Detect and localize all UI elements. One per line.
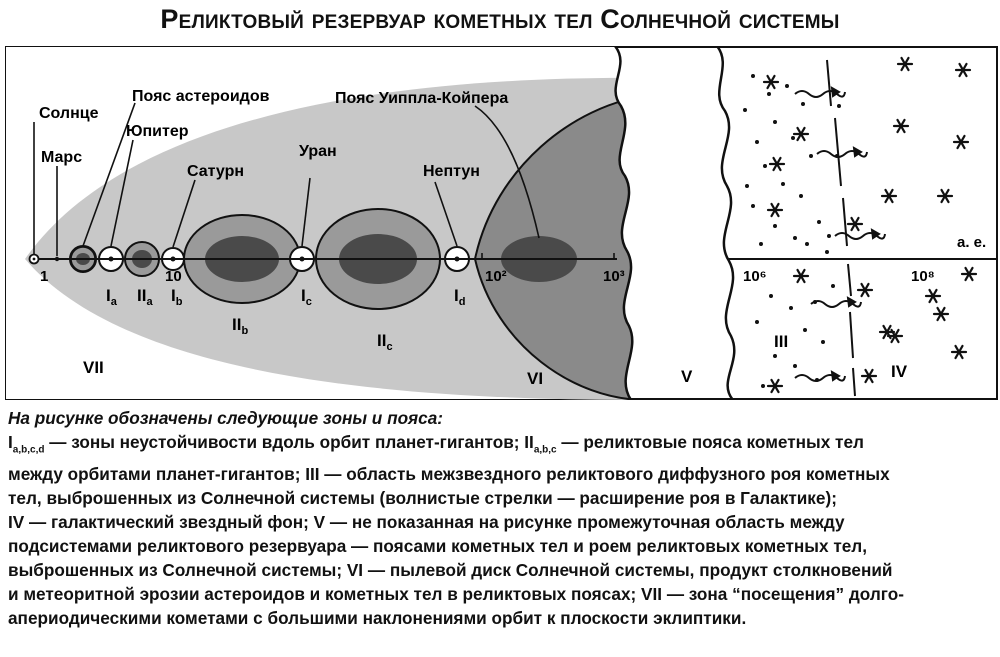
saturn-marker [171,257,176,262]
zone-label-ic: $I_c$ [301,286,312,308]
zone-label-iib: $II_b$ [232,315,249,337]
zone-label-v: V [681,367,693,386]
caption-line-5: подсистемами реликтового резервуара — поясами кометных тел и роем реликтовых кометных тел, [8,536,867,557]
label-au: а. е. [957,234,987,251]
uranus-marker [300,257,305,262]
tick-1: 1 [40,268,49,285]
tick-100: 10² [485,268,507,285]
comet-reservoir-diagram [5,46,998,400]
label-mars: Марс [41,149,83,166]
caption-line-3: тел, выброшенных из Солнечной системы (волнистые стрелки — расширение роя в Галактике); [8,488,837,509]
zone-label-ia: $I_a$ [106,286,117,308]
label-sun: Солнце [39,105,99,122]
tick-10: 10 [165,268,182,285]
caption-line-2: между орбитами планет-гигантов; III — область межзвездного реликтового диффузного роя кометных [8,464,890,485]
jupiter-marker [109,257,114,262]
zone-label-vi: VI [527,369,544,388]
label-kuiper-belt: Пояс Уиппла-Койпера [335,90,509,107]
neptune-marker [455,257,460,262]
caption-line-8: апериодическими кометами с большими наклонениями орбит к плоскости эклиптики. [8,608,747,629]
zone-label-iic: $II_c$ [377,331,393,353]
tick-1e6: 10⁶ [743,268,767,285]
label-neptune: Нептун [423,163,480,180]
caption [8,406,993,630]
page-title: Реликтовый резервуар кометных тел Солнечной системы [160,4,840,34]
label-asteroid-belt: Пояс астероидов [132,88,270,105]
tick-1e8: 10⁸ [911,268,935,285]
zone-label-iv: IV [891,362,908,381]
zone-label-iii: III [774,332,789,351]
caption-line-4: IV — галактический звездный фон; V — не показанная на рисунке промежуточная область между [8,512,845,533]
zone-label-iia: $II_a$ [137,286,153,308]
label-uranus: Уран [299,143,337,160]
caption-line-1: $I_{a,b,c,d}$ — зоны неустойчивости вдоль орбит планет-гигантов; $II_{a,b,c}$ — реликтовые пояса кометных тел [8,432,864,456]
label-saturn: Сатурн [187,163,245,180]
caption-line-7: и метеоритной эрозии астероидов и кометных тел в реликтовых поясах; VII — зона “посещения” долго- [8,584,904,605]
zone-label-id: $I_d$ [454,286,466,308]
zone-label-vii: VII [83,358,104,377]
zone-label-ib: $I_b$ [171,286,183,308]
mars-marker [55,257,59,261]
tick-1000: 10³ [603,268,625,285]
caption-line-6: выброшенных из Солнечной системы; VI — пылевой диск Солнечной системы, продукт столкновений [8,560,893,581]
caption-heading: На рисунке обозначены следующие зоны и пояса: [8,408,444,428]
label-jupiter: Юпитер [126,123,189,140]
